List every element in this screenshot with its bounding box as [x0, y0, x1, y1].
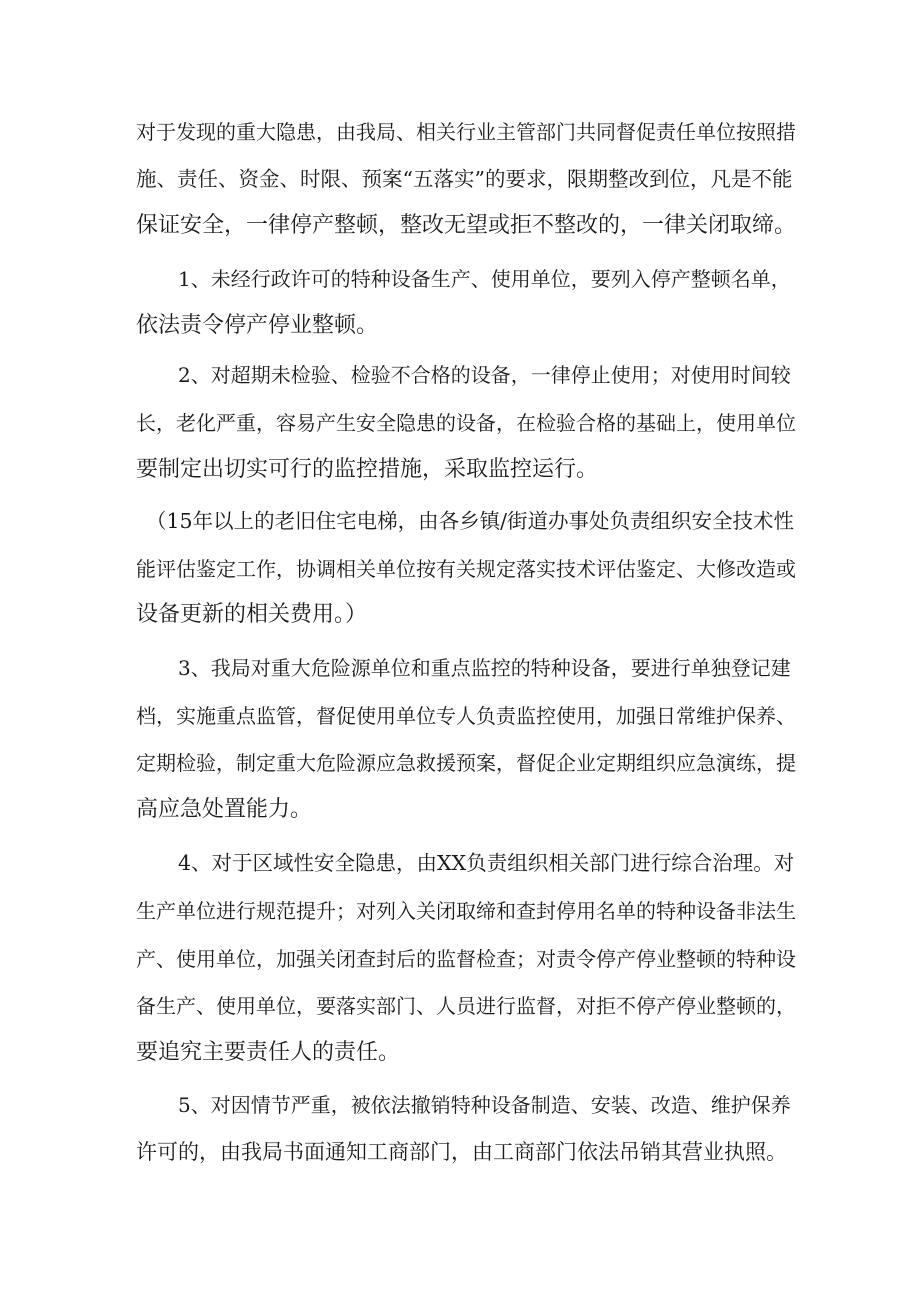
paragraph-line: 要追究主要责任人的责任。	[136, 1040, 401, 1065]
paragraph-line: 3、我局对重大危险源单位和重点监控的特种设备，要进行单独登记建	[178, 656, 791, 680]
paragraph-line: 高应急处置能力。	[136, 797, 313, 822]
paragraph-line: 设备更新的相关费用。）	[136, 602, 368, 627]
paragraph-line: 产、使用单位，加强关闭查封后的监督检查；对责令停产停业整顿的特种设	[136, 947, 796, 971]
paragraph-line: 2、对超期未检验、检验不合格的设备，一律停止使用；对使用时间较	[178, 363, 791, 387]
paragraph-line: 施、责任、资金、时限、预案“五落实”的要求，限期整改到位，凡是不能	[136, 167, 793, 191]
paragraph-line: 对于发现的重大隐患，由我局、相关行业主管部门共同督促责任单位按照措	[136, 120, 796, 144]
paragraph-line: （15年以上的老旧住宅电梯，由各乡镇/街道办事处负责组织安全技术性	[146, 509, 794, 533]
paragraph-line: 5、对因情节严重，被依法撤销特种设备制造、安装、改造、维护保养	[178, 1093, 791, 1117]
paragraph-line: 1、未经行政许可的特种设备生产、使用单位，要列入停产整顿名单，	[178, 267, 791, 291]
paragraph-line: 档，实施重点监管，督促使用单位专人负责监控使用，加强日常维护保养、	[136, 704, 796, 728]
paragraph-line: 依法责令停产停业整顿。	[136, 313, 379, 338]
paragraph-line: 定期检验，制定重大危险源应急救援预案，督促企业定期组织应急演练，提	[136, 751, 796, 775]
paragraph-line: 能评估鉴定工作，协调相关单位按有关规定落实技术评估鉴定、大修改造或	[136, 557, 796, 581]
paragraph-line: 长，老化严重，容易产生安全隐患的设备，在检验合格的基础上，使用单位	[136, 411, 796, 435]
paragraph-line: 4、对于区域性安全隐患，由XX负责组织相关部门进行综合治理。对	[178, 851, 795, 875]
paragraph-line: 保证安全，一律停产整顿，整改无望或拒不整改的，一律关闭取缔。	[136, 213, 797, 238]
paragraph-line: 备生产、使用单位，要落实部门、人员进行监督，对拒不停产停业整顿的，	[136, 994, 796, 1018]
paragraph-line: 生产单位进行规范提升；对列入关闭取缔和查封停用名单的特种设备非法生	[136, 899, 796, 923]
paragraph-line: 许可的，由我局书面通知工商部门，由工商部门依法吊销其营业执照。	[136, 1140, 787, 1164]
paragraph-line: 要制定出切实可行的监控措施，采取监控运行。	[136, 457, 599, 482]
